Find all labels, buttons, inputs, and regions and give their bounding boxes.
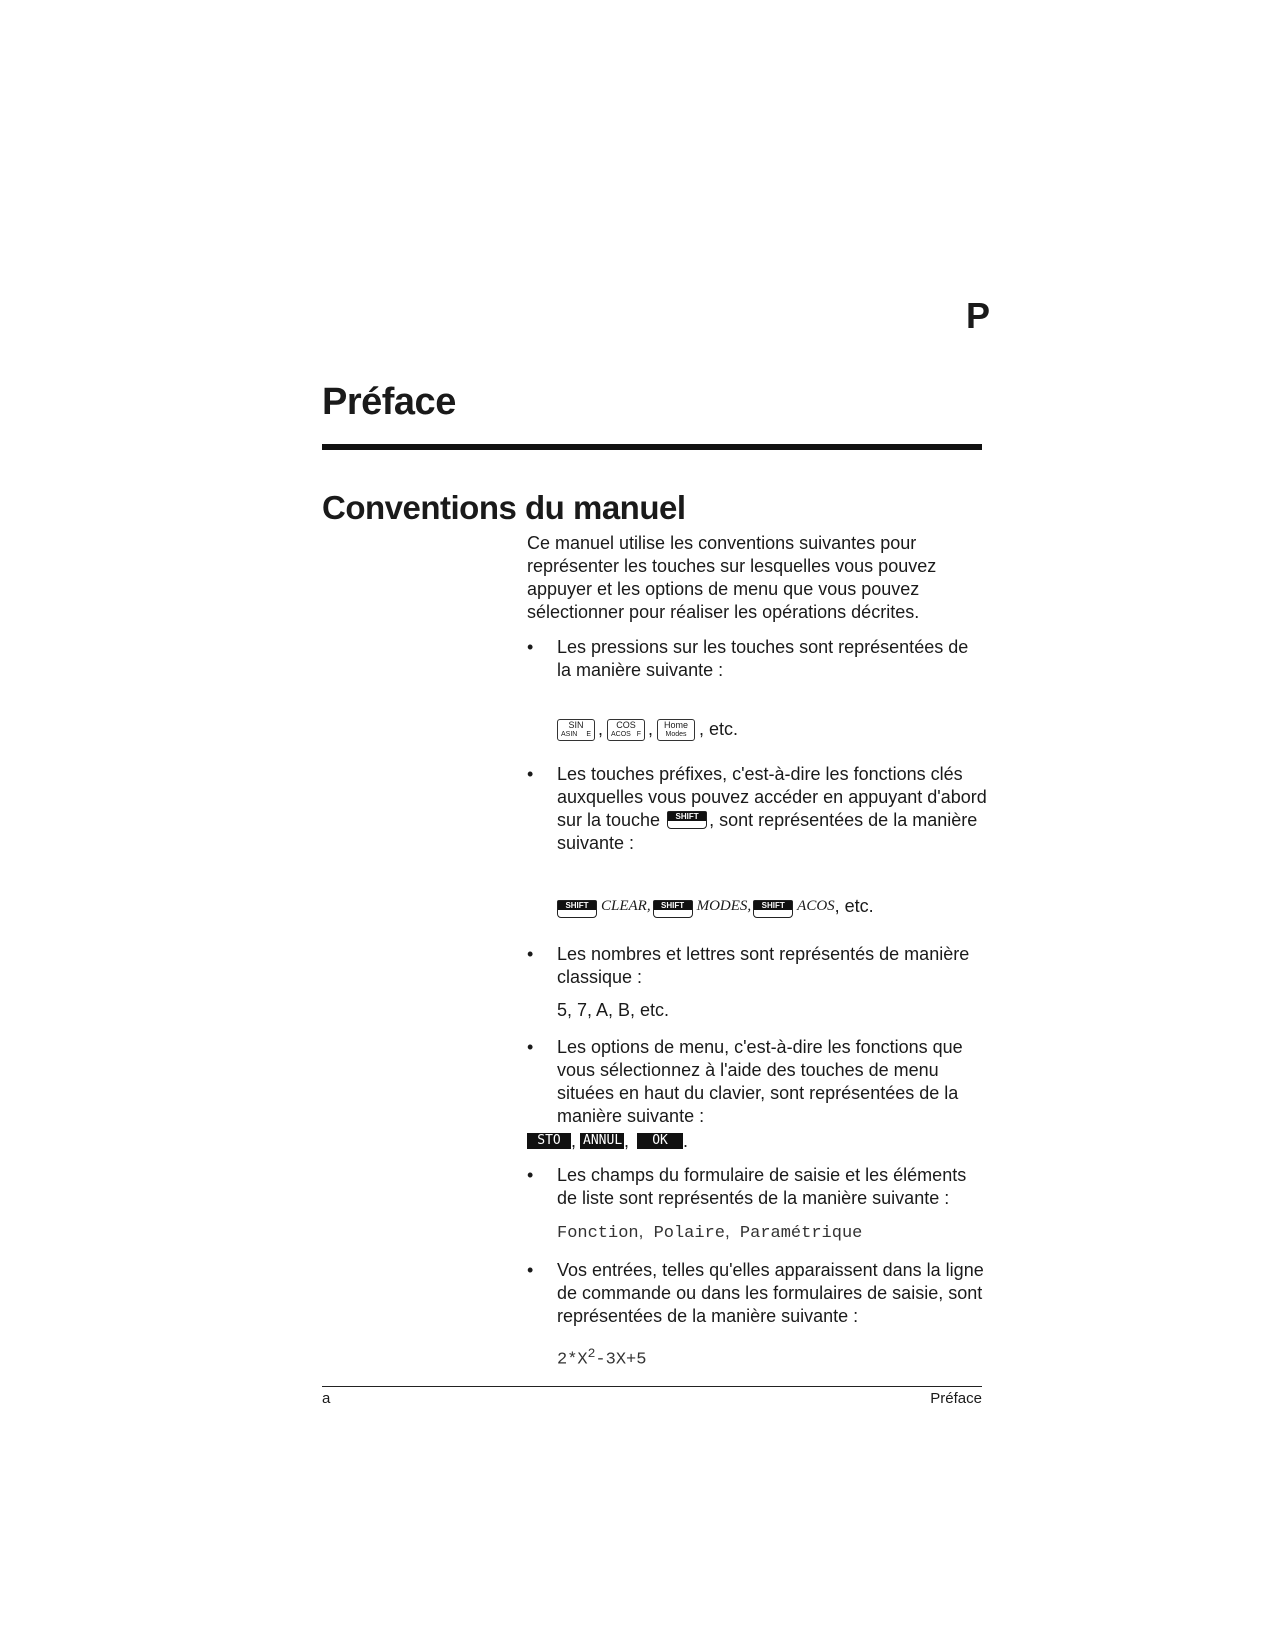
bullet-text: Les options de menu, c'est-à-dire les fonctions que vous sélectionnez à l'aide des touches de menu situées en haut du clavier, sont représentées de la manière suivante : [557,1037,963,1126]
chapter-title: Préface [322,381,456,423]
function-name: CLEAR, [601,898,651,914]
sin-key-icon: SIN ASIN E [557,719,595,741]
bullet-dot: • [527,764,534,784]
key-example-row [527,715,987,741]
sto-soft-key: STO ► [527,1133,571,1149]
home-key-icon: Home Modes [657,719,695,741]
bullet-dot: • [527,1260,534,1280]
annul-soft-key: ANNUL [580,1133,624,1149]
etc-text: , etc. [699,719,739,739]
shift-key-icon: SHIFT [653,900,693,918]
entry-example: $2*X^2-3X+5$ [557,1346,647,1370]
etc-text: , etc. [834,896,874,916]
bullet-text: Les champs du formulaire de saisie et les éléments de liste sont représentés de la manière suivante : [557,1165,967,1208]
bullet-item [527,763,987,855]
bullet-text: Vos entrées, telles qu'elles apparaissent dans la ligne de commande ou dans les formulaires de saisie, sont représentées de la manière suivante : [557,1260,984,1326]
bullet-item [527,636,987,682]
form-field: Fonction [557,1224,639,1243]
shift-key-icon: SHIFT [557,900,597,918]
footer-section-name: Préface [930,1390,982,1407]
period: . [683,1130,689,1151]
shift-key-icon: SHIFT [753,900,793,918]
separator: , [571,1130,577,1151]
form-field: Paramétrique [739,1224,863,1243]
content [527,532,987,1372]
bullet-dot: • [527,1165,534,1185]
footer-page-number: a [322,1390,331,1407]
separator: , [624,1130,630,1151]
bullet-text: , sont représentées de la manière suivante : [557,810,978,853]
ok-soft-key: OK [637,1133,683,1149]
bullet-item [527,1036,987,1128]
shift-example-row [527,890,987,918]
form-field-example: Fonction, Polaire, Paramétrique [557,1222,863,1243]
bullet-text: Les nombres et lettres sont représentés de manière classique : [557,944,970,987]
bullet-dot: • [527,637,534,657]
bullet-dot: • [527,1037,534,1057]
bullet-item [527,1259,987,1328]
menu-example-row [527,1130,987,1164]
separator: , [648,719,654,739]
form-field: Polaire [653,1224,725,1243]
bullet-text: Les pressions sur les touches sont représentées de la manière suivante : [557,637,969,680]
plain-example: 5, 7, A, B, etc. [557,1000,670,1020]
chapter-letter: P [965,295,990,336]
shift-key-icon: SHIFT [667,811,707,829]
bullet-text: Les touches préfixes, c'est-à-dire les fonctions clés auxquelles vous pouvez accéder en appuyant d'abord sur la touche [557,764,987,830]
section-title: Conventions du manuel [322,489,686,526]
bullet-dot: • [527,944,534,964]
separator: , [598,719,604,739]
intro-paragraph: Ce manuel utilise les conventions suivantes pour représenter les touches sur lesquelles vous pouvez appuyer et les options de menu que vous pouvez sélectionner pour réaliser les opérations décrites. [527,533,937,622]
footer-rule [322,1386,982,1387]
cos-key-icon: COS ACOS F [607,719,645,741]
bullet-item [527,943,987,989]
bullet-item [527,1164,987,1210]
function-name: MODES, [696,898,752,914]
title-rule [322,444,982,450]
function-name: ACOS [797,898,835,914]
